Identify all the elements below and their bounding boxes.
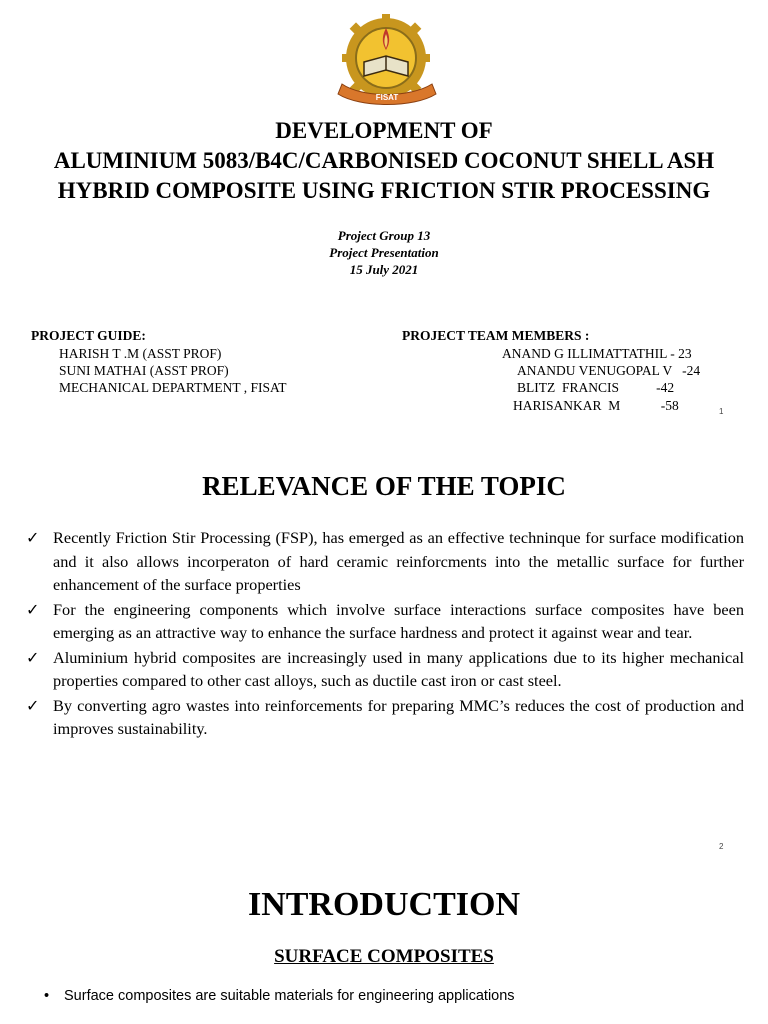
list-item	[26, 646, 744, 693]
checkmark-icon: ✓	[26, 599, 40, 619]
project-meta	[0, 227, 768, 278]
surface-composites-subheading: SURFACE COMPOSITES	[274, 946, 494, 967]
list-item	[26, 598, 744, 645]
slide1-title	[0, 116, 768, 206]
relevance-list	[26, 526, 744, 742]
gear-emblem	[342, 14, 430, 102]
list-item	[26, 526, 744, 597]
project-presentation: Project Presentation	[329, 245, 439, 260]
title-line-2: ALUMINIUM 5083/B4C/CARBONISED COCONUT SHELL ASH	[53, 148, 715, 173]
project-guide-label: PROJECT GUIDE:	[31, 328, 146, 343]
bullet-text: Recently Friction Stir Processing (FSP), has emerged as an effective techninque for surface modification and it also allows incorperaton of hard ceramic reinforcments into the metallic surface for further enhancement of the surface properties	[53, 528, 744, 594]
page-number-2: 2	[719, 842, 724, 851]
team-members-label: PROJECT TEAM MEMBERS :	[402, 328, 590, 343]
team-member-4: HARISANKAR M -58	[513, 398, 679, 413]
intro-bullet-text: Surface composites are suitable materials for engineering applications	[64, 988, 515, 1004]
guide-line-2: SUNI MATHAI (ASST PROF)	[59, 363, 229, 378]
list-item	[26, 694, 744, 741]
logo-text: FISAT	[375, 93, 399, 102]
team-member-3: BLITZ FRANCIS -42	[517, 380, 675, 395]
checkmark-icon: ✓	[26, 528, 40, 547]
team-member-1: ANAND G ILLIMATTATHIL - 23	[502, 346, 692, 361]
team-member-2: ANANDU VENUGOPAL V -24	[517, 363, 701, 378]
checkmark-icon: ✓	[26, 695, 40, 715]
introduction-heading: INTRODUCTION	[247, 886, 521, 923]
title-line-1: DEVELOPMENT OF	[275, 118, 493, 143]
checkmark-icon: ✓	[26, 647, 40, 667]
relevance-heading: RELEVANCE OF THE TOPIC	[202, 471, 566, 501]
list-item	[44, 988, 744, 1004]
bullet-text: For the engineering components which involve surface interactions surface composites have been emerging as an attractive way to enhance the surface hardness and protect it against wear and tear.	[53, 599, 744, 642]
bullet-text: Aluminium hybrid composites are increasingly used in many applications due to its higher mechanical properties compared to other cast alloys, such as ductile cast iron or cast steel.	[53, 647, 744, 690]
title-line-3: HYBRID COMPOSITE USING FRICTION STIR PROCESSING	[57, 178, 711, 203]
bullet-icon: •	[44, 988, 50, 1004]
guide-line-1: HARISH T .M (ASST PROF)	[59, 346, 222, 361]
bullet-text: By converting agro wastes into reinforcements for preparing MMC’s reduces the cost of production and improves sustainability.	[53, 695, 744, 738]
project-group: Project Group 13	[337, 228, 431, 243]
guide-line-3: MECHANICAL DEPARTMENT , FISAT	[59, 380, 287, 395]
fisat-logo	[336, 14, 440, 106]
project-date: 15 July 2021	[349, 262, 419, 277]
page-number-1: 1	[719, 407, 724, 416]
